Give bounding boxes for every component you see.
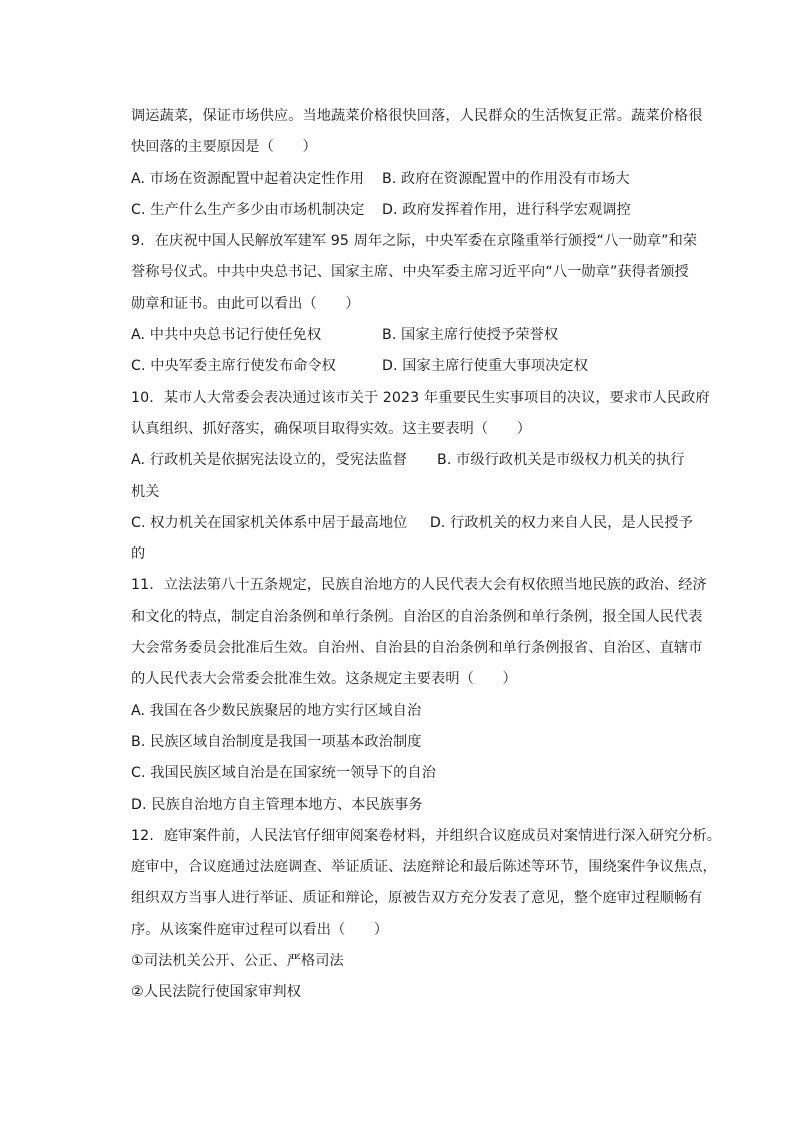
question-12 — [131, 821, 722, 1009]
q10-option-c: C. 权力机关在国家机关体系中居于最高地位 — [131, 514, 408, 531]
q11-option-c: C. 我国民族区域自治是在国家统一领导下的自治 — [131, 765, 436, 782]
q8-stem-line-2: 快回落的主要原因是（ ） — [131, 139, 317, 156]
q9-stem-line-3: 勋章和证书。由此可以看出（ ） — [131, 295, 360, 312]
q8-option-b: B. 政府在资源配置中的作用没有市场大 — [382, 170, 630, 187]
question-11 — [131, 570, 707, 820]
q10-stem-line-2: 认真组织、抓好落实，确保项目取得实效。这主要表明（ ） — [131, 420, 532, 437]
q9-options-row-1 — [131, 320, 693, 351]
q10-options-row-2 — [131, 508, 693, 539]
q11-stem-line-2: 和文化的特点，制定自治条例和单行条例。自治区的自治条例和单行条例，报全国人民代表 — [131, 608, 703, 625]
q10-option-a: A. 行政机关是依据宪法设立的，受宪法监督 — [131, 452, 407, 469]
q12-stem-line-2: 庭审中，合议庭通过法庭调查、举证质证、法庭辩论和最后陈述等环节，围绕案件争议焦点， — [131, 859, 717, 876]
q10-options-row-1 — [131, 445, 693, 476]
q8-stem-line-1: 调运蔬菜，保证市场供应。当地蔬菜价格很快回落，人民群众的生活恢复正常。蔬菜价格很 — [131, 108, 703, 124]
q8-option-a: A. 市场在资源配置中起着决定性作用 — [131, 170, 365, 187]
question-8 — [131, 101, 703, 226]
q8-option-d: D. 政府发挥着作用，进行科学宏观调控 — [382, 201, 631, 218]
q9-number: 9. — [131, 233, 145, 250]
q10-option-b: B. 市级行政机关是市级权力机关的执行 — [437, 452, 685, 469]
q11-stem-line-3: 大会常务委员会批准后生效。自治州、自治县的自治条例和单行条例报省、自治区、直辖市 — [131, 640, 703, 657]
q10-number: 10. — [131, 389, 154, 406]
q12-statement-2: ②人民法院行使国家审判权 — [131, 984, 301, 1001]
q10-stem-text-1: 某市人大常委会表决通过该市关于 2023 年重要民生实事项目的决议，要求市人民政府 — [163, 389, 710, 406]
q10-option-d: D. 行政机关的权力来自人民，是人民授予 — [429, 514, 693, 531]
q8-option-c: C. 生产什么生产多少由市场机制决定 — [131, 201, 365, 218]
q8-options-row-2 — [131, 195, 693, 226]
q10-stem-line-1 — [131, 383, 710, 414]
question-10 — [131, 383, 710, 571]
q9-option-a: A. 中共中央总书记行使任免权 — [131, 327, 322, 344]
q9-stem-text-1: 在庆祝中国人民解放军建军 95 周年之际，中央军委在京隆重举行颁授“八一勋章”和荣 — [154, 233, 698, 250]
q9-option-b: B. 国家主席行使授予荣誉权 — [382, 327, 559, 344]
exam-content — [131, 101, 722, 1009]
q8-options-row-1 — [131, 164, 693, 195]
question-9 — [131, 226, 698, 382]
q9-options-row-2 — [131, 351, 693, 382]
q9-stem-line-1 — [131, 226, 698, 257]
q11-option-a: A. 我国在各少数民族聚居的地方实行区域自治 — [131, 702, 422, 719]
q11-option-b: B. 民族区域自治制度是我国一项基本政治制度 — [131, 733, 422, 750]
q12-stem-line-4: 序。从该案件庭审过程可以看出（ ） — [131, 921, 389, 938]
q12-stem-line-3: 组织双方当事人进行举证、质证和辩论，原被告双方充分发表了意见，整个庭审过程顺畅有 — [131, 890, 703, 907]
q11-option-d: D. 民族自治地方自主管理本地方、本民族事务 — [131, 796, 423, 813]
q11-stem-line-1 — [131, 570, 707, 601]
q9-option-c: C. 中央军委主席行使发布命令权 — [131, 358, 336, 375]
q11-number: 11. — [131, 577, 154, 594]
q11-stem-line-4: 的人民代表大会常委会批准生效。这条规定主要表明（ ） — [131, 671, 517, 688]
q12-stem-text-1: 庭审案件前，人民法官仔细审阅案卷材料，并组织合议庭成员对案情进行深入研究分析。 — [163, 827, 722, 844]
q12-stem-line-1 — [131, 821, 722, 852]
q12-number: 12. — [131, 827, 154, 844]
q9-option-d: D. 国家主席行使重大事项决定权 — [382, 358, 588, 375]
q11-stem-text-1: 立法法第八十五条规定，民族自治地方的人民代表大会有权依照当地民族的政治、经济 — [163, 577, 707, 594]
q9-stem-line-2: 誉称号仪式。中共中央总书记、国家主席、中央军委主席习近平向“八一勋章”获得者颁授 — [131, 264, 689, 281]
q12-statement-1: ①司法机关公开、公正、严格司法 — [131, 953, 344, 970]
q10-option-b-continued: 机关 — [131, 483, 160, 500]
q10-option-d-continued: 的 — [131, 546, 146, 563]
